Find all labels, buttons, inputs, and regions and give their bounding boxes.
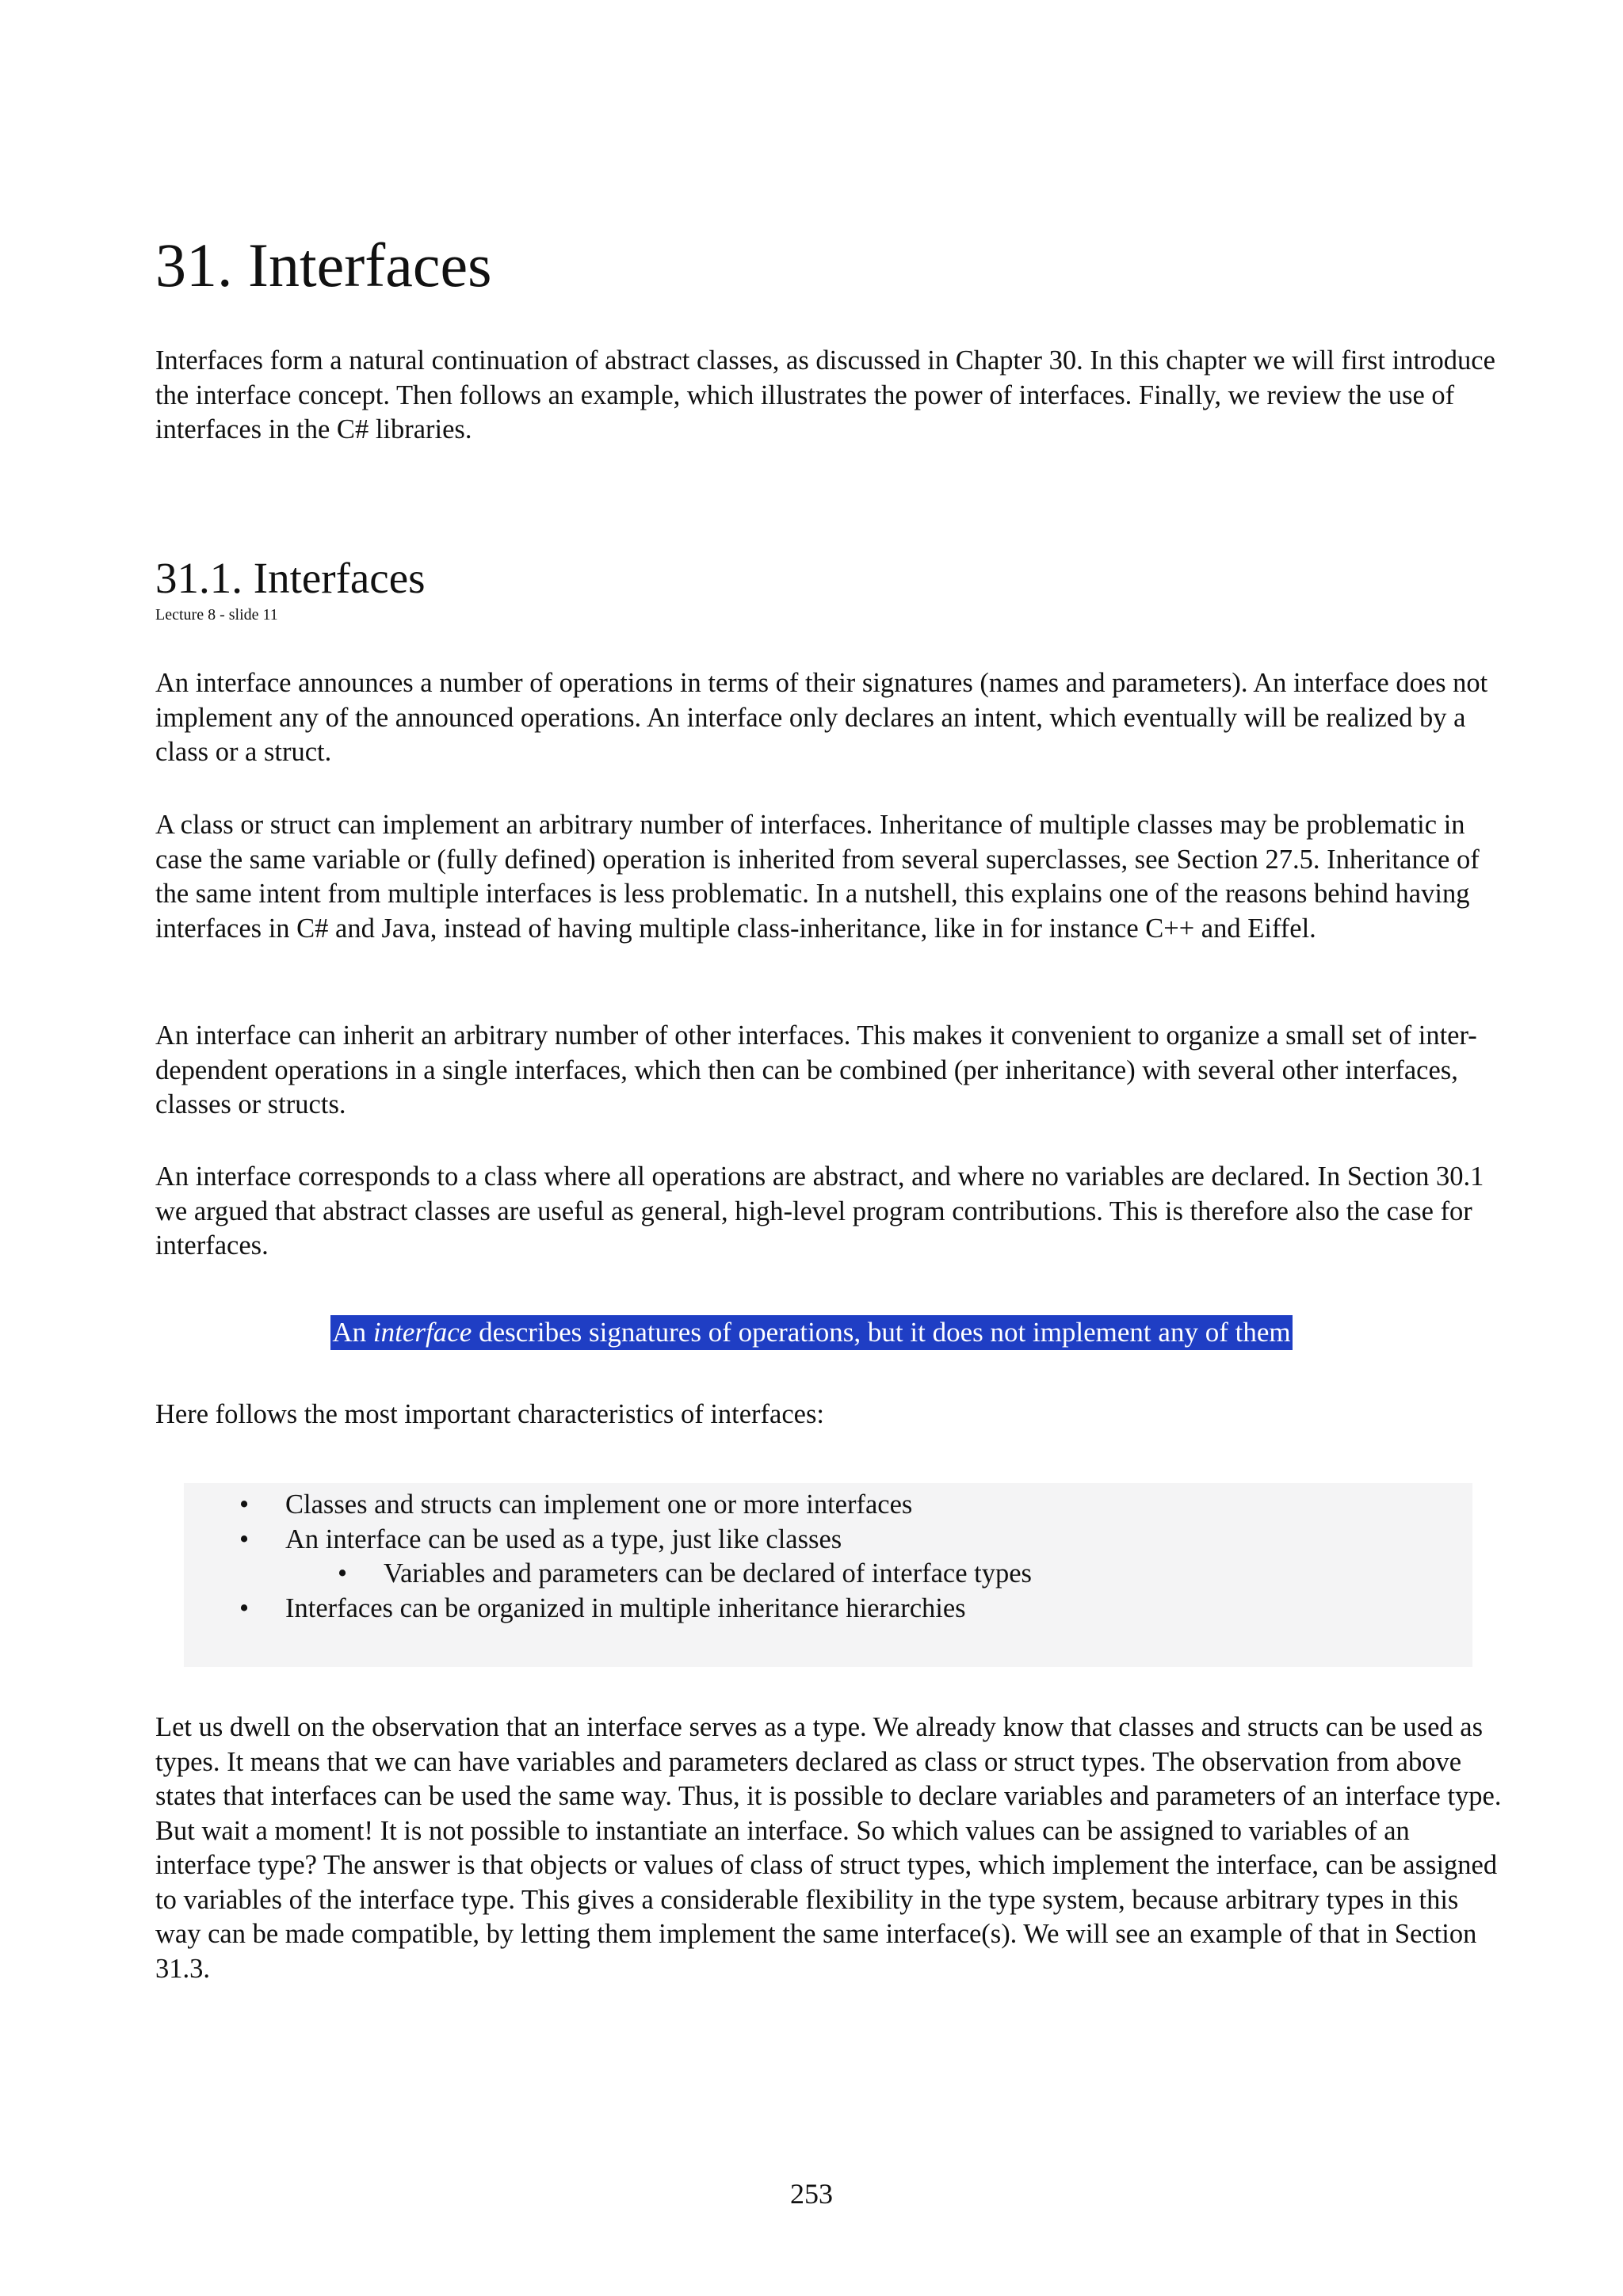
bullet-icon: • (239, 1524, 250, 1554)
section-title: 31.1. Interfaces (155, 554, 426, 602)
list-item: • Classes and structs can implement one or more interfaces (184, 1488, 1472, 1523)
bullet-icon: • (337, 1558, 348, 1589)
body-paragraph: An interface can inherit an arbitrary number of other interfaces. This makes it convenient to organize a small set of inter-dependent operations in a single interfaces, which then can be combined (per inheritance) with several other interfaces, classes or structs. (155, 1020, 1477, 1119)
body-paragraph: A class or struct can implement an arbitrary number of interfaces. Inheritance of multiple classes may be problematic in case the same variable or (fully defined) operation is inherited from several superclasses, see Section 27.5. Inheritance of the same intent from multiple interfaces is less problematic. In a nutshell, this explains one of the reasons behind having interfaces in C# and Java, instead of having multiple class-inheritance, like in for instance C++ and Eiffel. (155, 810, 1480, 944)
body-paragraph: An interface announces a number of operations in terms of their signatures (names and parameters). An interface does not implement any of the announced operations. An interface only declares an intent, which eventually will be realized by a class or a struct. (155, 668, 1488, 767)
bullet-icon: • (239, 1489, 250, 1520)
characteristics-list (184, 1488, 1472, 1626)
list-subitem: • Variables and parameters can be declared of interface types (184, 1557, 1472, 1592)
bullet-icon: • (239, 1592, 250, 1623)
key-statement (0, 1315, 1623, 1350)
body-paragraph: An interface corresponds to a class where all operations are abstract, and where no variables are declared. In Section 30.1 we argued that abstract classes are useful as general, high-level program contributions. This is therefore also the case for interfaces. (155, 1161, 1484, 1261)
lecture-slide-reference: Lecture 8 - slide 11 (155, 606, 278, 624)
highlighted-definition: An interface describes signatures of operations, but it does not implement any of them (330, 1315, 1292, 1350)
closing-paragraph: Let us dwell on the observation that an interface serves as a type. We already know that classes and structs can be used as types. It means that we can have variables and parameters declared as class or struct types. The observation from above states that interfaces can be used the same way. Thus, it is possible to declare variables and parameters of an interface type. But wait a moment! It is not possible to instantiate an interface. So which values can be assigned to variables of an interface type? The answer is that objects or values of class of struct types, which implement the interface, can be assigned to variables of the interface type. This gives a considerable flexibility in the type system, because arbitrary types in this way can be made compatible, by letting them implement the same interface(s). We will see an example of that in Section 31.3. (155, 1712, 1502, 1984)
characteristics-intro: Here follows the most important characteristics of interfaces: (155, 1399, 824, 1429)
list-item: • Interfaces can be organized in multiple inheritance hierarchies (184, 1592, 1472, 1627)
page-number: 253 (790, 2178, 833, 2210)
chapter-intro-paragraph: Interfaces form a natural continuation of abstract classes, as discussed in Chapter 30. In this chapter we will first introduce the interface concept. Then follows an example, which illustrates the power of interfaces. Finally, we review the use of interfaces in the C# libraries. (155, 345, 1495, 444)
emphasized-term: interface (372, 1317, 472, 1348)
chapter-title: 31. Interfaces (155, 231, 492, 299)
characteristics-box (184, 1483, 1472, 1667)
list-item: • An interface can be used as a type, just like classes (184, 1523, 1472, 1558)
